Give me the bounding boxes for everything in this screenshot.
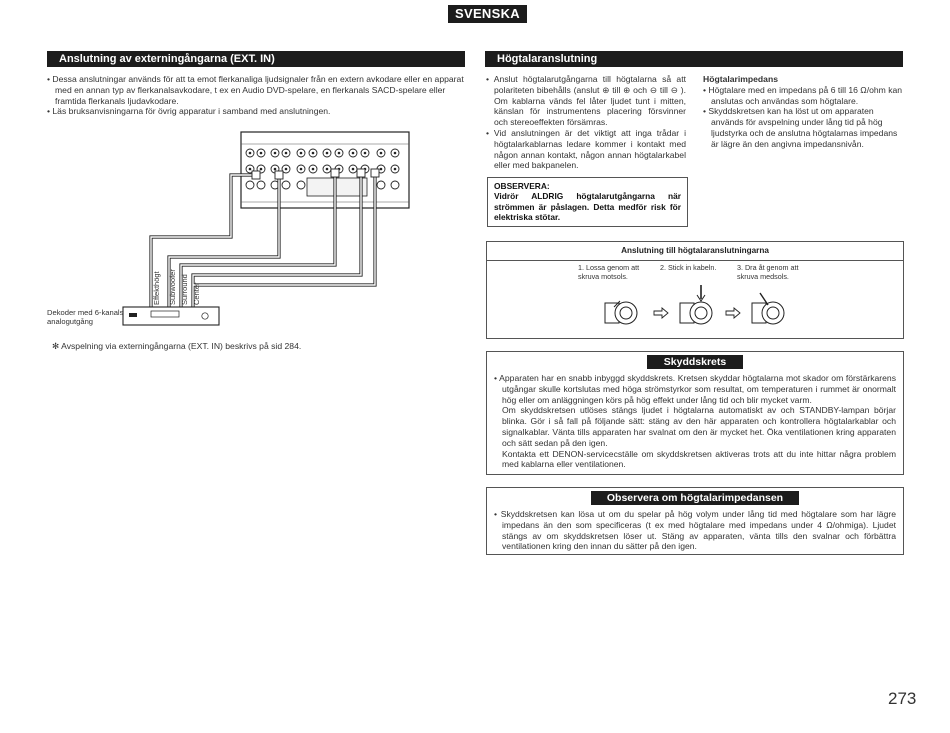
ext-in-bullet: • Dessa anslutningar används för att ta emot flerkanaliga ljudsignaler från en extern avkodare eller en apparat med en annan typ av flerkanalsavkodare, t ex en Audio DVD-spelare, en flerkanals SACD-spelare eller framtida flerkanals ljudavkodare. (47, 74, 464, 106)
decoder-unit (123, 307, 219, 325)
impedance-bullet: • Högtalare med en impedans på 6 till 16 Ω/ohm kan anslutas och användas som högtalare. (703, 84, 903, 106)
speaker-bullet: • Anslut högtalarutgångarna till högtalarna så att polariteten bibehålls (anslut ⊕ till ⊕ och ⊖ till ⊖ ). Om kablarna vänds fel låter ljudet tunt i mitten, känslan för instrumentens placering försvinner och stereoeffekten försämras. (486, 74, 686, 128)
arrow-icon (726, 308, 740, 318)
terminal-step-1 (605, 301, 637, 324)
impedance-note-title: Observera om högtalarimpedansen (591, 491, 799, 505)
speaker-connection-text (486, 74, 686, 171)
protection-paragraph: Kontakta ett DENON-servicecställe om skyddskretsen aktiveras trots att du inte hittar några problem med kablarna eller ventilationen. (502, 448, 896, 470)
protection-text (494, 373, 896, 470)
page-number: 273 (888, 689, 917, 708)
speaker-connection-title: Högtalaranslutning (485, 51, 903, 67)
impedance-title: Högtalarimpedans (703, 74, 778, 84)
step-3-label: 3. Dra åt genom att skruva medsols. (737, 263, 799, 281)
impedance-note-paragraph: • Skyddskretsen kan lösa ut om du spelar på hög volym under lång tid med högtalare som har lägre impedans än den som specificeras (t ex med högtalare med impedans under 4 Ω/ohmiga). Ljudet stängs av om skyddskretsen löser ut. Stäng av apparaten, vänta tills den svalnar och förbättra ventilationen kring den innan du sätter på den igen. (494, 509, 896, 552)
channel-label-center: Center (192, 282, 201, 305)
rear-panel (241, 132, 409, 208)
arrow-icon (654, 308, 668, 318)
terminal-steps-illustration (600, 283, 800, 335)
ext-in-description (47, 74, 467, 117)
terminal-step-2 (680, 285, 712, 324)
channel-label-subwoofer: Subwoofer (168, 269, 177, 305)
channel-label-effekthogt: Effekthögt (152, 271, 161, 305)
observe-text: Vidrör ALDRIG högtalarutgångarna när strömmen är påslagen. Detta medför risk för elektriska stötar. (494, 191, 681, 223)
observe-title: OBSERVERA: (494, 181, 550, 191)
observe-box (487, 177, 688, 227)
impedance-section (703, 74, 903, 150)
impedance-note-text (494, 509, 896, 552)
protection-paragraph: • Apparaten har en snabb inbyggd skyddskrets. Kretsen skyddar högtalarna mot skador om förstärkarens utgångar skulle kortslutas med höga strömstyrkor som resultat, om temperaturen i rummet är onormalt hög eller om anläggningen körs på hög effekt under lång tid och blir mycket varm. (494, 373, 896, 405)
ext-in-footnote: ✻ Avspelning via externingångarna (EXT. IN) beskrivs på sid 284. (52, 341, 302, 351)
speaker-bullet: • Vid anslutningen är det viktigt att inga trådar i högtalarkablarnas ledare kommer i kontakt med någon annan kontakt, någon annan högtalarkabel eller med bakpanelen. (486, 127, 686, 171)
protection-paragraph: Om skyddskretsen utlöses stängs ljudet i högtalarna automatiskt av och STANDBY-lampan börjar blinka. Gör i så fall på följande sätt: stäng av den här apparaten och kontrollera högtalarkablar och signalkablar. Vänta tills apparaten har svalnat om den är mycket het. Öka ventilationen kring apparaten och sätt sedan på den igen. (502, 405, 896, 448)
ext-in-section-title: Anslutning av externingångarna (EXT. IN) (47, 51, 465, 67)
channel-label-surround: Surround (180, 274, 189, 305)
step-1-label: 1. Lossa genom att skruva motsols. (578, 263, 640, 281)
ext-in-bullet: • Läs bruksanvisningarna för övrig apparatur i samband med anslutningen. (47, 106, 331, 117)
protection-title: Skyddskrets (647, 355, 743, 369)
terminal-step-3 (752, 293, 784, 324)
language-tab: SVENSKA (448, 5, 527, 23)
speaker-terminal-box-title: Anslutning till högtalaranslutningarna (487, 242, 903, 261)
step-2-label: 2. Stick in kabeln. (660, 263, 717, 272)
decoder-label: Dekoder med 6-kanals analogutgång (47, 308, 124, 326)
impedance-bullet: • Skyddskretsen kan ha löst ut om apparaten används för avspelning under lång tid på hög ljudstyrka och de anslutna högtalarnas impedans är lägre än den angivna impedansnivån. (703, 106, 898, 149)
